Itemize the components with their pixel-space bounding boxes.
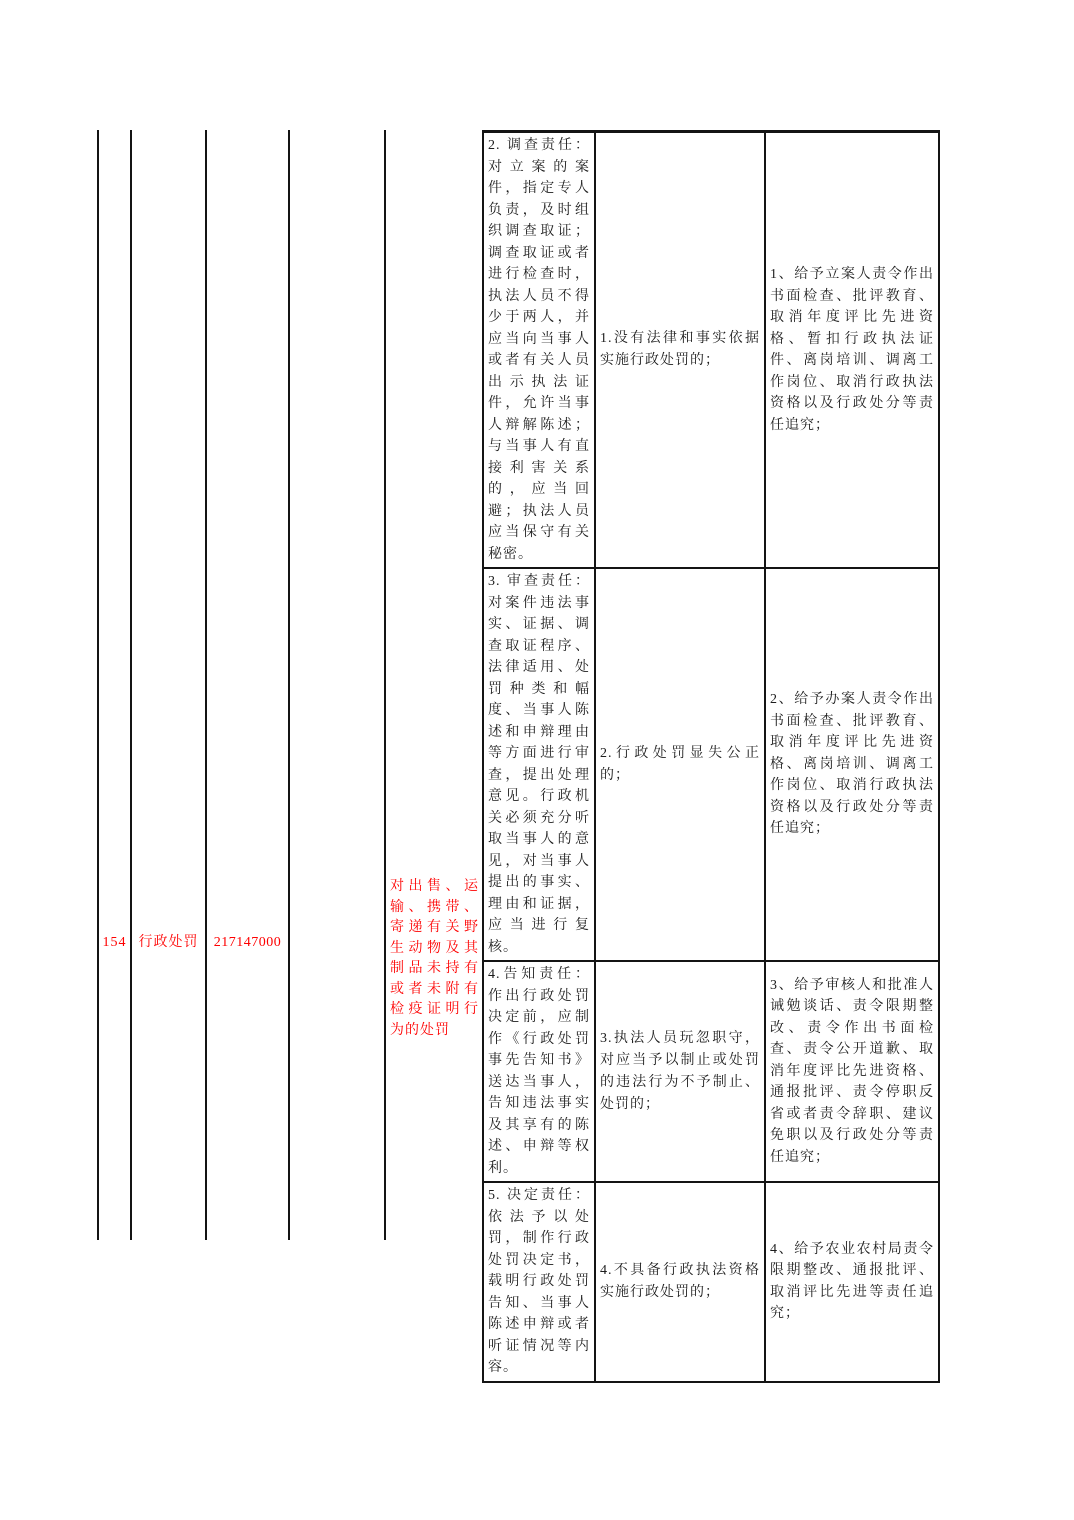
power-name-cell: 对出售、运输、携带、寄递有关野生动物及其制品未持有或者未附有检疫证明行为的处罚 bbox=[390, 879, 479, 1038]
duty-cell-notification bbox=[483, 961, 595, 1182]
accountability-cell-4 bbox=[765, 1182, 939, 1382]
violation-text: 3.执法人员玩忽职守，对应当予以制止或处罚的违法行为不予制止、处罚的； bbox=[600, 1030, 760, 1112]
violation-cell-3 bbox=[595, 961, 765, 1182]
table-row bbox=[483, 568, 939, 961]
power-code-cell: 217147000 bbox=[213, 935, 282, 950]
row-number-cell: 154 bbox=[102, 935, 127, 950]
column-power-name bbox=[384, 130, 482, 1240]
duty-cell-review bbox=[483, 568, 595, 961]
table-row bbox=[483, 132, 939, 569]
column-power-type bbox=[130, 130, 205, 1240]
accountability-cell-1 bbox=[765, 132, 939, 569]
column-power-code bbox=[205, 130, 288, 1240]
power-type-cell: 行政处罚 bbox=[138, 935, 199, 950]
responsibility-list-table bbox=[97, 130, 938, 1375]
duty-grid bbox=[482, 130, 940, 1383]
duty-text: 5. 决定责任：依法予以处罚，制作行政处罚决定书，载明行政处罚告知、当事人陈述申辩或者听证情况等内容。 bbox=[488, 1188, 590, 1375]
accountability-text: 2、给予办案人责令作出书面检查、批评教育、取消年度评比先进资格、离岗培训、调离工作岗位、取消行政执法资格以及行政处分等责任追究； bbox=[770, 692, 934, 837]
table-row bbox=[483, 1182, 939, 1382]
accountability-cell-2 bbox=[765, 568, 939, 961]
duty-text: 2. 调查责任：对立案的案件，指定专人负责，及时组织调查取证；调查取证或者进行检查时，执法人员不得少于两人，并应当向当事人或者有关人员出示执法证件，允许当事人辩解陈述；与当事人有直接利害关系的，应当回避；执法人员应当保守有关秘密。 bbox=[488, 138, 590, 562]
violation-text: 4.不具备行政执法资格实施行政处罚的； bbox=[600, 1262, 760, 1300]
column-blank bbox=[288, 130, 384, 1240]
duty-cell-investigation bbox=[483, 132, 595, 569]
violation-cell-2 bbox=[595, 568, 765, 961]
violation-text: 1.没有法律和事实依据实施行政处罚的； bbox=[600, 331, 760, 368]
table-row bbox=[483, 961, 939, 1182]
accountability-text: 3、给予审核人和批准人诫勉谈话、责令限期整改、责令作出书面检查、责令公开道歉、取消年度评比先进资格、通报批评、责令停职反省或者责令辞职、建议免职以及行政处分等责任追究； bbox=[770, 977, 934, 1165]
accountability-text: 1、给予立案人责令作出书面检查、批评教育、取消年度评比先进资格、暂扣行政执法证件、离岗培训、调离工作岗位、取消行政执法资格以及行政处分等责任追究； bbox=[770, 267, 934, 433]
violation-cell-4 bbox=[595, 1182, 765, 1382]
accountability-text: 4、给予农业农村局责令限期整改、通报批评、取消评比先进等责任追究； bbox=[770, 1241, 934, 1322]
accountability-cell-3 bbox=[765, 961, 939, 1182]
duty-text: 3. 审查责任：对案件违法事实、证据、调查取证程序、法律适用、处罚种类和幅度、当事人陈述和申辩理由等方面进行审查，提出处理意见。行政机关必须充分听取当事人的意见，对当事人提出的事实、理由和证据，应当进行复核。 bbox=[488, 574, 590, 955]
column-row-number bbox=[97, 130, 130, 1240]
duty-cell-decision bbox=[483, 1182, 595, 1382]
duty-text: 4.告知责任：作出行政处罚决定前，应制作《行政处罚事先告知书》送达当事人，告知违法事实及其享有的陈述、申辩等权利。 bbox=[488, 967, 590, 1176]
violation-text: 2.行政处罚显失公正的； bbox=[600, 745, 760, 783]
violation-cell-1 bbox=[595, 132, 765, 569]
